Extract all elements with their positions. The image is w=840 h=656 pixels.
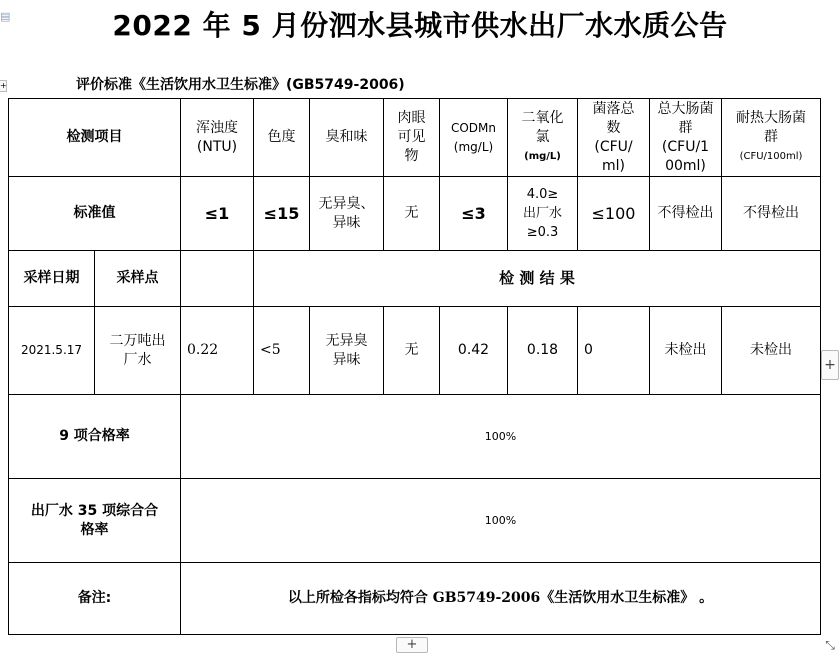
- standard-colony: ≤100: [578, 177, 650, 251]
- remarks-text: 以上所检各指标均符合 GB5749-2006《生活饮用水卫生标准》 。: [181, 563, 821, 635]
- standard-row: [9, 177, 821, 251]
- pass-rate-35-row: [9, 479, 821, 563]
- water-quality-table: [8, 98, 821, 635]
- result-odor: 无异臭 异味: [310, 307, 384, 395]
- pass-rate-35-value: 100%: [181, 479, 821, 563]
- item-label: 检测项目: [9, 99, 181, 177]
- add-row-button[interactable]: +: [396, 637, 428, 653]
- results-label: 检 测 结 果: [254, 251, 821, 307]
- result-thermo-coliform: 未检出: [722, 307, 821, 395]
- result-turbidity: 0.22: [181, 307, 254, 395]
- standard-codmn: ≤3: [440, 177, 508, 251]
- table-anchor-handle[interactable]: +: [0, 81, 7, 90]
- standard-coliform: 不得检出: [650, 177, 722, 251]
- col-codmn: CODMn (mg/L): [440, 99, 508, 177]
- col-coliform: 总大肠菌 群 (CFU/1 00ml): [650, 99, 722, 177]
- pass-rate-9-value: 100%: [181, 395, 821, 479]
- standard-reference: 评价标准《生活饮用水卫生标准》(GB5749-2006): [76, 77, 405, 93]
- col-colony: 菌落总 数 (CFU/ ml): [578, 99, 650, 177]
- pass-rate-9-label: 9 项合格率: [9, 395, 181, 479]
- col-visible: 肉眼 可见 物: [384, 99, 440, 177]
- result-colony: 0: [578, 307, 650, 395]
- pass-rate-35-label: 出厂水 35 项综合合 格率: [9, 479, 181, 563]
- standard-label: 标准值: [9, 177, 181, 251]
- col-turbidity: 浑浊度 (NTU): [181, 99, 254, 177]
- page-title: 2022 年 5 月份泗水县城市供水出厂水水质公告: [112, 9, 728, 42]
- col-thermo-coliform: 耐热大肠菌 群 (CFU/100ml): [722, 99, 821, 177]
- page-icon: ▤: [0, 10, 11, 23]
- col-color: 色度: [254, 99, 310, 177]
- table-row: [9, 307, 821, 395]
- remarks-row: [9, 563, 821, 635]
- sampling-header-row: [9, 251, 821, 307]
- col-odor: 臭和味: [310, 99, 384, 177]
- col-chlorine-dioxide: 二氧化 氯 (mg/L): [508, 99, 578, 177]
- result-chlorine: 0.18: [508, 307, 578, 395]
- standard-thermo-coliform: 不得检出: [722, 177, 821, 251]
- standard-odor: 无异臭、 异味: [310, 177, 384, 251]
- sample-date: 2021.5.17: [9, 307, 95, 395]
- header-row: [9, 99, 821, 177]
- sampling-date-label: 采样日期: [9, 251, 95, 307]
- result-color: <5: [254, 307, 310, 395]
- sample-point: 二万吨出 厂水: [95, 307, 181, 395]
- standard-turbidity: ≤1: [181, 177, 254, 251]
- pass-rate-9-row: [9, 395, 821, 479]
- result-codmn: 0.42: [440, 307, 508, 395]
- standard-color: ≤15: [254, 177, 310, 251]
- add-column-button[interactable]: +: [821, 350, 839, 380]
- empty-cell: [181, 251, 254, 307]
- result-visible: 无: [384, 307, 440, 395]
- table-resize-handle[interactable]: ⤡: [825, 638, 835, 652]
- standard-chlorine: 4.0≥ 出厂水 ≥0.3: [508, 177, 578, 251]
- sampling-point-label: 采样点: [95, 251, 181, 307]
- standard-visible: 无: [384, 177, 440, 251]
- result-coliform: 未检出: [650, 307, 722, 395]
- remarks-label: 备注:: [9, 563, 181, 635]
